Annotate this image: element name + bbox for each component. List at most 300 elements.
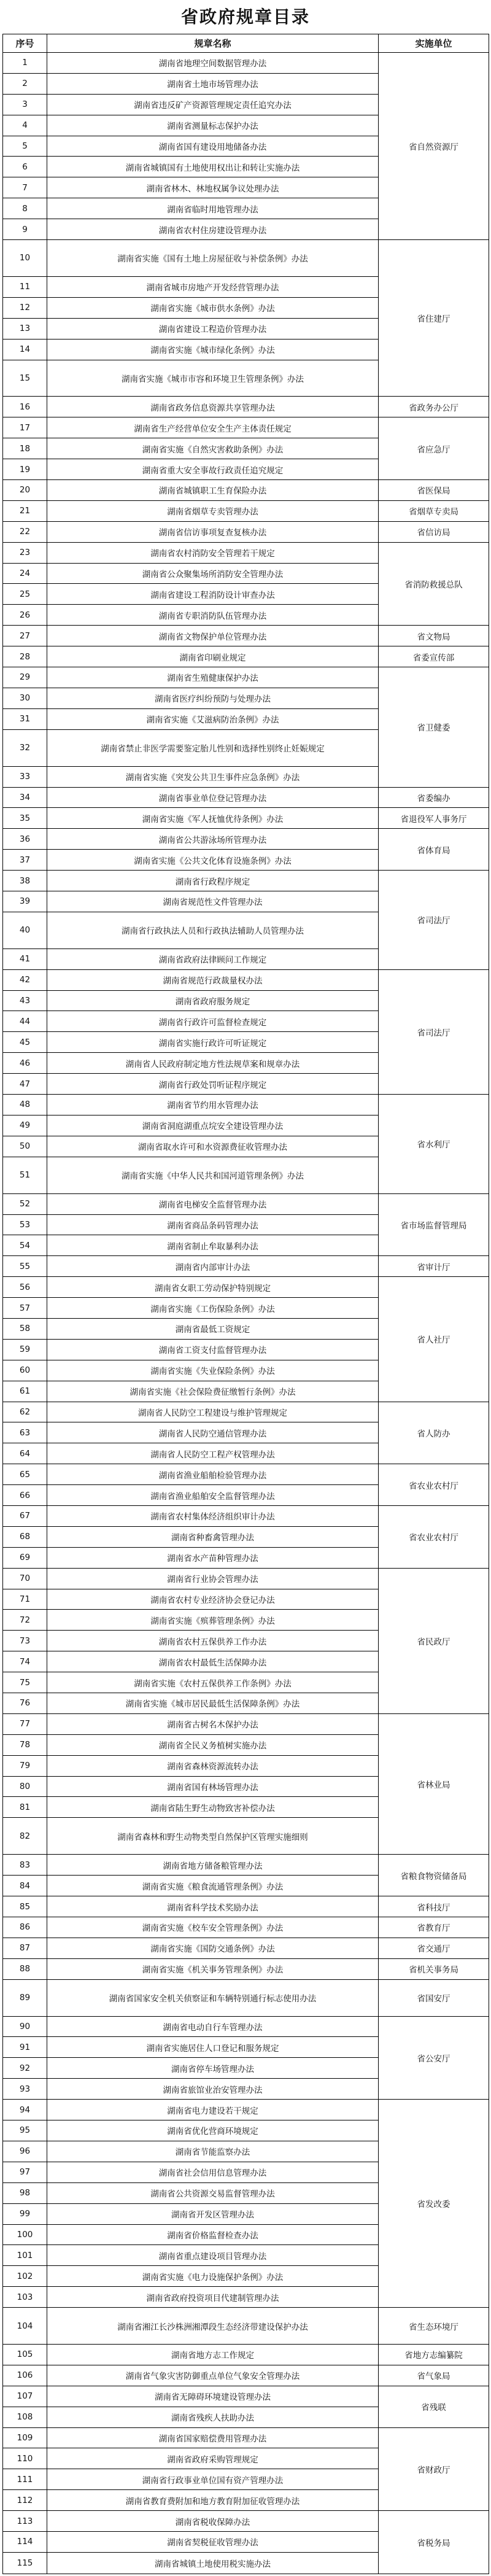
- implementing-unit: 省农业农村厅: [379, 1506, 489, 1569]
- table-row: [3, 53, 489, 74]
- table-row: [3, 2016, 489, 2037]
- regulation-name: 湖南省教育费附加和地方教育附加征收管理办法: [47, 2490, 379, 2511]
- regulation-name: 湖南省取水许可和水资源费征收管理办法: [47, 1136, 379, 1157]
- table-row: [3, 787, 489, 808]
- regulation-name: 湖南省实施《突发公共卫生事件应急条例》办法: [47, 766, 379, 787]
- regulation-name: 湖南省生殖健康保护办法: [47, 667, 379, 688]
- row-index: 112: [3, 2490, 47, 2511]
- row-index: 4: [3, 115, 47, 136]
- implementing-unit: 省卫健委: [379, 667, 489, 788]
- row-index: 98: [3, 2182, 47, 2203]
- implementing-unit: 省气象局: [379, 2365, 489, 2386]
- regulation-name: 湖南省实施《工伤保险条例》办法: [47, 1298, 379, 1319]
- row-index: 91: [3, 2037, 47, 2058]
- table-row: [3, 1958, 489, 1979]
- regulation-name: 湖南省重大安全事故行政责任追究规定: [47, 459, 379, 480]
- row-index: 102: [3, 2266, 47, 2287]
- table-row: [3, 1277, 489, 1298]
- row-index: 106: [3, 2365, 47, 2386]
- table-row: [3, 667, 489, 688]
- row-index: 88: [3, 1958, 47, 1979]
- implementing-unit: 省应急厅: [379, 417, 489, 480]
- regulation-name: 湖南省实施《公共文化体育设施条例》办法: [47, 850, 379, 871]
- row-index: 110: [3, 2448, 47, 2469]
- row-index: 21: [3, 500, 47, 521]
- regulation-name: 湖南省实施《自然灾害救助条例》办法: [47, 438, 379, 459]
- table-row: [3, 626, 489, 646]
- implementing-unit: 省科技厅: [379, 1896, 489, 1917]
- regulation-name: 湖南省行政执法人员和行政执法辅助人员管理办法: [47, 912, 379, 949]
- table-row: [3, 1896, 489, 1917]
- table-row: [3, 646, 489, 667]
- implementing-unit: 省审计厅: [379, 1256, 489, 1277]
- row-index: 111: [3, 2469, 47, 2490]
- regulation-name: 湖南省农村五保供养工作办法: [47, 1631, 379, 1651]
- row-index: 20: [3, 480, 47, 501]
- regulation-name: 湖南省种畜禽管理办法: [47, 1526, 379, 1547]
- implementing-unit: 省税务局: [379, 2511, 489, 2574]
- row-index: 72: [3, 1610, 47, 1631]
- regulation-name: 湖南省规范性文件管理办法: [47, 891, 379, 912]
- regulation-name: 湖南省公共资源交易监督管理办法: [47, 2182, 379, 2203]
- row-index: 31: [3, 708, 47, 729]
- regulation-name: 湖南省渔业船舶安全监督管理办法: [47, 1485, 379, 1506]
- implementing-unit: 省人社厅: [379, 1277, 489, 1402]
- row-index: 43: [3, 990, 47, 1011]
- table-row: [3, 1568, 489, 1589]
- regulation-name: 湖南省制止牟取暴利办法: [47, 1235, 379, 1256]
- row-index: 15: [3, 360, 47, 397]
- table-row: [3, 1506, 489, 1527]
- row-index: 12: [3, 297, 47, 318]
- table-row: [3, 2345, 489, 2365]
- row-index: 66: [3, 1485, 47, 1506]
- row-index: 101: [3, 2245, 47, 2266]
- table-row: [3, 1917, 489, 1938]
- implementing-unit: 省退役军人事务厅: [379, 808, 489, 829]
- regulation-name: 湖南省实施《城市市容和环境卫生管理条例》办法: [47, 360, 379, 397]
- row-index: 29: [3, 667, 47, 688]
- regulation-name: 湖南省公众聚集场所消防安全管理办法: [47, 563, 379, 584]
- row-index: 48: [3, 1095, 47, 1115]
- table-row: [3, 2365, 489, 2386]
- regulation-name: 湖南省森林和野生动物类型自然保护区管理实施细则: [47, 1818, 379, 1855]
- row-index: 87: [3, 1938, 47, 1958]
- row-index: 79: [3, 1755, 47, 1776]
- implementing-unit: 省政务办公厅: [379, 397, 489, 417]
- table-row: [3, 480, 489, 501]
- regulation-name: 湖南省政府采购管理规定: [47, 2448, 379, 2469]
- table-row: [3, 808, 489, 829]
- table-body: [3, 53, 489, 2574]
- row-index: 22: [3, 521, 47, 542]
- header-regulation-name: 规章名称: [47, 34, 379, 53]
- row-index: 39: [3, 891, 47, 912]
- row-index: 8: [3, 198, 47, 219]
- regulation-name: 湖南省林木、林地权属争议处理办法: [47, 177, 379, 198]
- row-index: 7: [3, 177, 47, 198]
- regulation-name: 湖南省实施《国有土地上房屋征收与补偿条例》办法: [47, 240, 379, 277]
- implementing-unit: 省林业局: [379, 1713, 489, 1854]
- regulation-name: 湖南省人民防空通信管理办法: [47, 1422, 379, 1443]
- regulation-name: 湖南省价格监督检查办法: [47, 2224, 379, 2245]
- row-index: 1: [3, 53, 47, 74]
- regulation-name: 湖南省洞庭湖重点垸安全建设管理办法: [47, 1115, 379, 1136]
- row-index: 85: [3, 1896, 47, 1917]
- implementing-unit: 省委编办: [379, 787, 489, 808]
- row-index: 67: [3, 1506, 47, 1527]
- row-index: 55: [3, 1256, 47, 1277]
- regulation-name: 湖南省事业单位登记管理办法: [47, 787, 379, 808]
- implementing-unit: 省残联: [379, 2386, 489, 2427]
- row-index: 5: [3, 136, 47, 157]
- regulation-name: 湖南省女职工劳动保护特别规定: [47, 1277, 379, 1298]
- row-index: 103: [3, 2287, 47, 2308]
- regulation-name: 湖南省人民防空工程建设与维护管理规定: [47, 1402, 379, 1422]
- regulation-name: 湖南省医疗纠纷预防与处理办法: [47, 688, 379, 708]
- regulation-name: 湖南省国家赔偿费用管理办法: [47, 2427, 379, 2448]
- table-row: [3, 417, 489, 438]
- row-index: 46: [3, 1053, 47, 1074]
- row-index: 113: [3, 2511, 47, 2532]
- regulation-name: 湖南省行政事业单位国有资产管理办法: [47, 2469, 379, 2490]
- row-index: 36: [3, 829, 47, 850]
- implementing-unit: 省自然资源厅: [379, 53, 489, 240]
- regulation-name: 湖南省文物保护单位管理办法: [47, 626, 379, 646]
- regulation-name: 湖南省社会信用信息管理办法: [47, 2162, 379, 2182]
- regulation-name: 湖南省测量标志保护办法: [47, 115, 379, 136]
- regulation-name: 湖南省专职消防队伍管理办法: [47, 605, 379, 626]
- regulation-name: 湖南省实施《国防交通条例》办法: [47, 1938, 379, 1958]
- row-index: 32: [3, 729, 47, 766]
- table-row: [3, 500, 489, 521]
- row-index: 57: [3, 1298, 47, 1319]
- regulation-name: 湖南省地方储备粮管理办法: [47, 1855, 379, 1876]
- table-row: [3, 2427, 489, 2448]
- header-index: 序号: [3, 34, 47, 53]
- regulation-name: 湖南省行政许可监督检查规定: [47, 1011, 379, 1032]
- regulation-name: 湖南省陆生野生动物致害补偿办法: [47, 1797, 379, 1818]
- implementing-unit: 省住建厅: [379, 240, 489, 397]
- regulation-name: 湖南省无障碍环境建设管理办法: [47, 2386, 379, 2407]
- regulation-name: 湖南省行业协会管理办法: [47, 1568, 379, 1589]
- row-index: 41: [3, 949, 47, 969]
- regulation-name: 湖南省优化营商环境规定: [47, 2120, 379, 2141]
- regulation-name: 湖南省城镇职工生育保险办法: [47, 480, 379, 501]
- row-index: 47: [3, 1074, 47, 1095]
- implementing-unit: 省司法厅: [379, 969, 489, 1094]
- regulation-name: 湖南省实施《农村五保供养工作条例》办法: [47, 1672, 379, 1693]
- row-index: 24: [3, 563, 47, 584]
- implementing-unit: 省消防救援总队: [379, 542, 489, 626]
- row-index: 115: [3, 2552, 47, 2574]
- implementing-unit: 省国安厅: [379, 1979, 489, 2016]
- regulation-name: 湖南省印刷业规定: [47, 646, 379, 667]
- table-row: [3, 240, 489, 277]
- implementing-unit: 省交通厅: [379, 1938, 489, 1958]
- row-index: 89: [3, 1979, 47, 2016]
- row-index: 27: [3, 626, 47, 646]
- row-index: 3: [3, 94, 47, 115]
- regulation-name: 湖南省工资支付监督管理办法: [47, 1339, 379, 1360]
- row-index: 40: [3, 912, 47, 949]
- table-row: [3, 1256, 489, 1277]
- regulation-name: 湖南省森林资源流转办法: [47, 1755, 379, 1776]
- row-index: 90: [3, 2016, 47, 2037]
- row-index: 61: [3, 1381, 47, 1402]
- regulation-name: 湖南省科学技术奖励办法: [47, 1896, 379, 1917]
- row-index: 60: [3, 1360, 47, 1381]
- row-index: 75: [3, 1672, 47, 1693]
- regulation-name: 湖南省实施《电力设施保护条例》办法: [47, 2266, 379, 2287]
- regulation-name: 湖南省电梯安全监督管理办法: [47, 1193, 379, 1214]
- implementing-unit: 省生态环境厅: [379, 2308, 489, 2345]
- regulation-name: 湖南省重点建设项目管理办法: [47, 2245, 379, 2266]
- table-row: [3, 1402, 489, 1422]
- row-index: 45: [3, 1032, 47, 1053]
- row-index: 86: [3, 1917, 47, 1938]
- row-index: 82: [3, 1818, 47, 1855]
- row-index: 38: [3, 871, 47, 891]
- regulation-name: 湖南省政府法律顾问工作规定: [47, 949, 379, 969]
- row-index: 63: [3, 1422, 47, 1443]
- row-index: 84: [3, 1876, 47, 1896]
- regulation-name: 湖南省节能监察办法: [47, 2141, 379, 2162]
- regulation-name: 湖南省水产苗种管理办法: [47, 1547, 379, 1568]
- regulation-name: 湖南省实施《城市居民最低生活保障条例》办法: [47, 1693, 379, 1714]
- row-index: 68: [3, 1526, 47, 1547]
- row-index: 74: [3, 1651, 47, 1672]
- regulation-name: 湖南省实施《殡葬管理条例》办法: [47, 1610, 379, 1631]
- row-index: 94: [3, 2100, 47, 2120]
- regulation-name: 湖南省实施《校车安全管理条例》办法: [47, 1917, 379, 1938]
- table-row: [3, 1095, 489, 1115]
- regulation-name: 湖南省烟草专卖管理办法: [47, 500, 379, 521]
- row-index: 69: [3, 1547, 47, 1568]
- regulation-name: 湖南省实施居住人口登记和服务规定: [47, 2037, 379, 2058]
- regulation-name: 湖南省政务信息资源共享管理办法: [47, 397, 379, 417]
- row-index: 96: [3, 2141, 47, 2162]
- row-index: 97: [3, 2162, 47, 2182]
- row-index: 33: [3, 766, 47, 787]
- row-index: 30: [3, 688, 47, 708]
- regulation-name: 湖南省农村专业经济协会登记办法: [47, 1589, 379, 1610]
- row-index: 53: [3, 1214, 47, 1235]
- regulation-name: 湖南省实施《中华人民共和国河道管理条例》办法: [47, 1157, 379, 1193]
- row-index: 81: [3, 1797, 47, 1818]
- row-index: 28: [3, 646, 47, 667]
- regulation-name: 湖南省规范行政裁量权办法: [47, 969, 379, 990]
- table-row: [3, 871, 489, 891]
- row-index: 42: [3, 969, 47, 990]
- row-index: 19: [3, 459, 47, 480]
- implementing-unit: 省教育厅: [379, 1917, 489, 1938]
- table-row: [3, 1713, 489, 1734]
- implementing-unit: 省人防办: [379, 1402, 489, 1464]
- regulation-name: 湖南省残疾人扶助办法: [47, 2407, 379, 2427]
- implementing-unit: 省烟草专卖局: [379, 500, 489, 521]
- row-index: 10: [3, 240, 47, 277]
- regulation-name: 湖南省实施《社会保险费征缴暂行条例》办法: [47, 1381, 379, 1402]
- regulation-name: 湖南省农村最低生活保障办法: [47, 1651, 379, 1672]
- regulation-name: 湖南省临时用地管理办法: [47, 198, 379, 219]
- row-index: 73: [3, 1631, 47, 1651]
- table-row: [3, 521, 489, 542]
- row-index: 100: [3, 2224, 47, 2245]
- implementing-unit: 省文物局: [379, 626, 489, 646]
- regulation-name: 湖南省实施《军人抚恤优待条例》办法: [47, 808, 379, 829]
- header-implementing-unit: 实施单位: [379, 34, 489, 53]
- row-index: 59: [3, 1339, 47, 1360]
- regulation-name: 湖南省实施《城市供水条例》办法: [47, 297, 379, 318]
- row-index: 64: [3, 1443, 47, 1464]
- regulation-name: 湖南省古树名木保护办法: [47, 1713, 379, 1734]
- table-row: [3, 542, 489, 563]
- table-row: [3, 2511, 489, 2532]
- implementing-unit: 省水利厅: [379, 1095, 489, 1194]
- regulation-name: 湖南省电动自行车管理办法: [47, 2016, 379, 2037]
- implementing-unit: 省机关事务局: [379, 1958, 489, 1979]
- row-index: 65: [3, 1464, 47, 1485]
- row-index: 6: [3, 157, 47, 177]
- implementing-unit: 省发改委: [379, 2100, 489, 2308]
- row-index: 105: [3, 2345, 47, 2365]
- regulations-table: [2, 34, 489, 2574]
- row-index: 23: [3, 542, 47, 563]
- regulation-name: 湖南省政府服务规定: [47, 990, 379, 1011]
- implementing-unit: 省民政厅: [379, 1568, 489, 1713]
- row-index: 16: [3, 397, 47, 417]
- regulation-name: 湖南省信访事项复查复核办法: [47, 521, 379, 542]
- regulation-name: 湖南省商品条码管理办法: [47, 1214, 379, 1235]
- regulation-name: 湖南省气象灾害防御重点单位气象安全管理办法: [47, 2365, 379, 2386]
- row-index: 71: [3, 1589, 47, 1610]
- regulation-name: 湖南省人民防空工程产权管理办法: [47, 1443, 379, 1464]
- regulation-name: 湖南省全民义务植树实施办法: [47, 1734, 379, 1755]
- row-index: 52: [3, 1193, 47, 1214]
- regulation-name: 湖南省渔业船舶检验管理办法: [47, 1464, 379, 1485]
- regulation-name: 湖南省实施《粮食流通管理条例》办法: [47, 1876, 379, 1896]
- regulation-name: 湖南省国有建设用地储备办法: [47, 136, 379, 157]
- row-index: 70: [3, 1568, 47, 1589]
- row-index: 26: [3, 605, 47, 626]
- implementing-unit: 省地方志编纂院: [379, 2345, 489, 2365]
- regulation-name: 湖南省实施行政许可听证规定: [47, 1032, 379, 1053]
- implementing-unit: 省财政厅: [379, 2427, 489, 2511]
- implementing-unit: 省医保局: [379, 480, 489, 501]
- row-index: 2: [3, 73, 47, 94]
- regulation-name: 湖南省农村集体经济组织审计办法: [47, 1506, 379, 1527]
- row-index: 14: [3, 339, 47, 360]
- table-row: [3, 1938, 489, 1958]
- row-index: 25: [3, 584, 47, 605]
- regulation-name: 湖南省城市房地产开发经营管理办法: [47, 276, 379, 297]
- regulation-name: 湖南省城镇国有土地使用权出让和转让实施办法: [47, 157, 379, 177]
- regulation-name: 湖南省人民政府制定地方性法规草案和规章办法: [47, 1053, 379, 1074]
- table-row: [3, 1464, 489, 1485]
- row-index: 35: [3, 808, 47, 829]
- table-row: [3, 397, 489, 417]
- table-row: [3, 2386, 489, 2407]
- row-index: 49: [3, 1115, 47, 1136]
- table-row: [3, 969, 489, 990]
- implementing-unit: 省市场监督管理局: [379, 1193, 489, 1256]
- regulation-name: 湖南省税收保障办法: [47, 2511, 379, 2532]
- row-index: 56: [3, 1277, 47, 1298]
- row-index: 62: [3, 1402, 47, 1422]
- implementing-unit: 省委宣传部: [379, 646, 489, 667]
- implementing-unit: 省公安厅: [379, 2016, 489, 2100]
- implementing-unit: 省粮食物资储备局: [379, 1855, 489, 1896]
- row-index: 34: [3, 787, 47, 808]
- regulation-name: 湖南省建设工程消防设计审查办法: [47, 584, 379, 605]
- regulation-name: 湖南省旅馆业治安管理办法: [47, 2079, 379, 2100]
- table-row: [3, 829, 489, 850]
- row-index: 51: [3, 1157, 47, 1193]
- row-index: 114: [3, 2532, 47, 2553]
- implementing-unit: 省司法厅: [379, 871, 489, 970]
- regulation-name: 湖南省政府投资项目代建制管理办法: [47, 2287, 379, 2308]
- row-index: 92: [3, 2058, 47, 2079]
- regulation-name: 湖南省土地市场管理办法: [47, 73, 379, 94]
- table-row: [3, 2100, 489, 2120]
- regulation-name: 湖南省行政处罚听证程序规定: [47, 1074, 379, 1095]
- row-index: 78: [3, 1734, 47, 1755]
- row-index: 50: [3, 1136, 47, 1157]
- regulation-name: 湖南省契税征收管理办法: [47, 2532, 379, 2553]
- regulation-name: 湖南省城镇土地使用税实施办法: [47, 2552, 379, 2574]
- regulation-name: 湖南省停车场管理办法: [47, 2058, 379, 2079]
- row-index: 18: [3, 438, 47, 459]
- regulation-name: 湖南省最低工资规定: [47, 1319, 379, 1340]
- regulation-name: 湖南省地方志工作规定: [47, 2345, 379, 2365]
- row-index: 95: [3, 2120, 47, 2141]
- row-index: 37: [3, 850, 47, 871]
- row-index: 108: [3, 2407, 47, 2427]
- regulation-name: 湖南省实施《城市绿化条例》办法: [47, 339, 379, 360]
- regulation-name: 湖南省禁止非医学需要鉴定胎儿性别和选择性别终止妊娠规定: [47, 729, 379, 766]
- row-index: 77: [3, 1713, 47, 1734]
- row-index: 13: [3, 318, 47, 339]
- row-index: 80: [3, 1776, 47, 1797]
- regulation-name: 湖南省农村消防安全管理若干规定: [47, 542, 379, 563]
- page-title: 省政府规章目录: [180, 7, 310, 27]
- regulation-name: 湖南省实施《艾滋病防治条例》办法: [47, 708, 379, 729]
- table-row: [3, 1193, 489, 1214]
- row-index: 76: [3, 1693, 47, 1714]
- regulation-name: 湖南省国家安全机关侦察证和车辆特别通行标志使用办法: [47, 1979, 379, 2016]
- row-index: 104: [3, 2308, 47, 2345]
- row-index: 9: [3, 219, 47, 240]
- row-index: 11: [3, 276, 47, 297]
- implementing-unit: 省农业农村厅: [379, 1464, 489, 1506]
- regulation-name: 湖南省生产经营单位安全生产主体责任规定: [47, 417, 379, 438]
- regulation-name: 湖南省实施《机关事务管理条例》办法: [47, 1958, 379, 1979]
- regulation-name: 湖南省国有林场管理办法: [47, 1776, 379, 1797]
- regulation-name: 湖南省电力建设若干规定: [47, 2100, 379, 2120]
- row-index: 99: [3, 2203, 47, 2224]
- row-index: 54: [3, 1235, 47, 1256]
- regulation-name: 湖南省公共游泳场所管理办法: [47, 829, 379, 850]
- regulation-name: 湖南省内部审计办法: [47, 1256, 379, 1277]
- row-index: 17: [3, 417, 47, 438]
- row-index: 83: [3, 1855, 47, 1876]
- table-row: [3, 1855, 489, 1876]
- table-row: [3, 2308, 489, 2345]
- row-index: 58: [3, 1319, 47, 1340]
- regulation-name: 湖南省节约用水管理办法: [47, 1095, 379, 1115]
- row-index: 44: [3, 1011, 47, 1032]
